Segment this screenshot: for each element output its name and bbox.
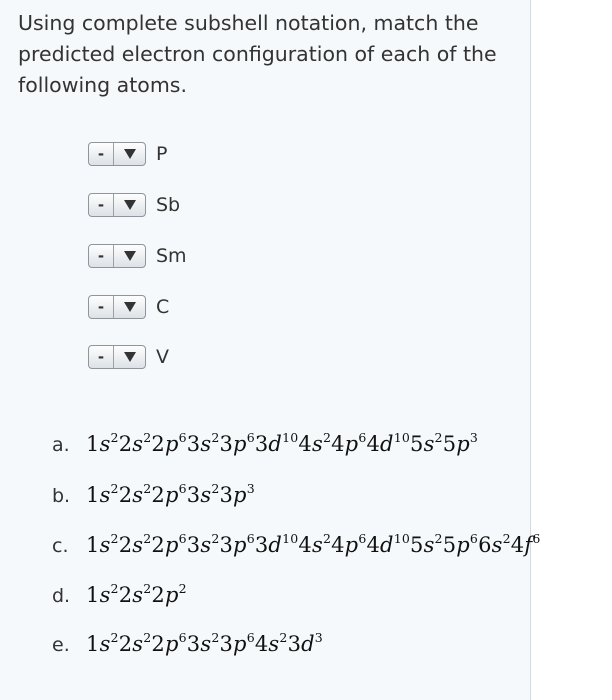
option-b	[52, 482, 255, 516]
electron-configuration: $1s^22s^22p^63s^23p^63d^{10}4s^24p^64d^{10}5s^25p^66s^24f^6$	[86, 531, 541, 557]
match-row-sb	[88, 192, 180, 218]
option-letter: e.	[52, 634, 70, 656]
select-value: -	[97, 247, 105, 265]
electron-configuration: $1s^22s^22p^63s^23p^64s^23d^3$	[86, 630, 323, 656]
select-value: -	[97, 298, 105, 316]
select-value: -	[97, 145, 105, 163]
match-row-v	[88, 344, 169, 370]
option-d	[52, 582, 187, 616]
option-letter: a.	[52, 434, 70, 456]
electron-configuration: $1s^22s^22p^63s^23p^3$	[86, 481, 255, 507]
element-label: Sm	[156, 245, 187, 267]
dropdown-arrow-icon[interactable]	[113, 194, 145, 216]
answer-select-v[interactable]	[88, 345, 146, 369]
dropdown-arrow-icon[interactable]	[113, 346, 145, 368]
answer-select-c[interactable]	[88, 295, 146, 319]
option-a	[52, 431, 478, 465]
question-text: Using complete subshell notation, match the predicted electron configuration of each of the following atoms.	[18, 11, 497, 97]
answer-select-p[interactable]	[88, 142, 146, 166]
element-label: C	[156, 296, 170, 318]
option-letter: d.	[52, 585, 71, 607]
electron-configuration: $1s^22s^22p^2$	[86, 581, 187, 607]
dropdown-arrow-icon[interactable]	[113, 245, 145, 267]
answer-select-sm[interactable]	[88, 244, 146, 268]
element-label: V	[156, 346, 169, 368]
electron-configuration: $1s^22s^22p^63s^23p^63d^{10}4s^24p^64d^{10}5s^25p^3$	[86, 430, 479, 456]
dropdown-arrow-icon[interactable]	[113, 296, 145, 318]
match-row-c	[88, 294, 169, 320]
element-label: Sb	[156, 194, 181, 216]
select-value: -	[97, 196, 105, 214]
select-value: -	[97, 348, 105, 366]
match-row-p	[88, 141, 167, 167]
match-row-sm	[88, 243, 187, 269]
answer-select-sb[interactable]	[88, 193, 146, 217]
dropdown-arrow-icon[interactable]	[113, 143, 145, 165]
option-c	[52, 532, 540, 566]
option-e	[52, 631, 323, 665]
option-letter: c.	[52, 535, 69, 557]
option-letter: b.	[52, 485, 71, 507]
element-label: P	[156, 143, 168, 165]
